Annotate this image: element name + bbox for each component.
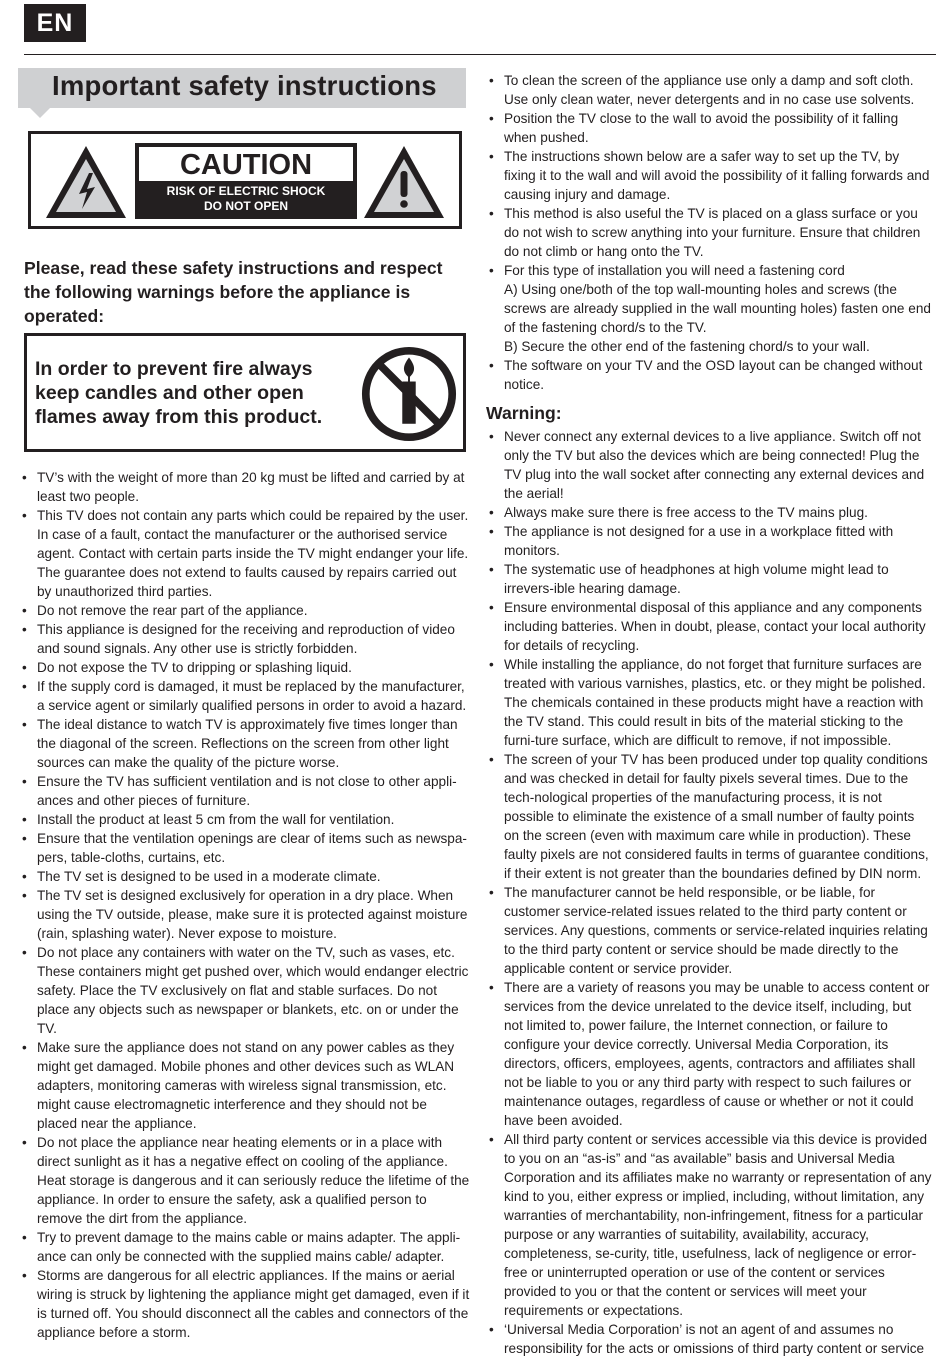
list-item: • The instructions shown below are a safer way to set up the TV, by fixing it to the wall and will avoid the possibility of it falling forwards and causing injury and damage. [485, 147, 932, 204]
fastening-intro: • For this type of installation you will need a fastening cord [504, 263, 845, 278]
banner-pointer [30, 108, 50, 118]
list-item: • If the supply cord is damaged, it must be replaced by the manufacturer, a service agent or similarly qualified persons in order to avoid a hazard. [18, 677, 470, 715]
lightning-warning-icon [43, 143, 129, 221]
fastening-step-b: B) Secure the other end of the fastening chord/s to your wall. [504, 339, 870, 354]
list-item: • The ideal distance to watch TV is approximately five times longer than the diagonal of the screen. Reflections on the screen from other light sources can make the quality of the picture worse. [18, 715, 470, 772]
caution-title: CAUTION [139, 147, 353, 181]
warning-item: • Ensure environmental disposal of this appliance and any components including batteries. When in doubt, please, contact your local authority for details of recycling. [485, 598, 932, 655]
safety-list-right [485, 71, 932, 261]
list-item: • To clean the screen of the appliance use only a damp and soft cloth. Use only clean water, never detergents and in no case use solvents. [485, 71, 932, 109]
caution-label-block [135, 143, 357, 219]
list-item: • The TV set is designed to be used in a moderate climate. [18, 867, 470, 886]
warning-item: • There are a variety of reasons you may be unable to access content or services from the device unrelated to the device itself, including, but not limited to, power failure, the Internet connection, or failure to configure your device correctly. Universal Media Corporation, its directors, officers, employees, agents, contractors and affiliates shall not be liable to you or any third party with respect to such failures or maintenance outages, regardless of cause or whether or not it could have been avoided. [485, 978, 932, 1130]
warning-list [485, 427, 932, 1358]
right-column [485, 71, 932, 1358]
list-item: • Do not place any containers with water on the TV, such as vases, etc. These containers might get pushed over, which would endanger electric safety. Place the TV exclusively on flat and stable surfaces. Do not place any objects such as newspaper or blankets, etc. on or under the TV. [18, 943, 470, 1038]
list-item: • Position the TV close to the wall to avoid the possibility of it falling when pushed. [485, 109, 932, 147]
list-item: • Do not remove the rear part of the appliance. [18, 601, 470, 620]
list-item: • Do not expose the TV to dripping or splashing liquid. [18, 658, 470, 677]
caution-subtitle [135, 184, 357, 214]
header-divider [24, 54, 936, 55]
warning-heading: Warning: [486, 403, 562, 423]
warning-item: • The screen of your TV has been produced under top quality conditions and was checked in detail for faulty pixels several times. Due to the tech-nological properties of the manufacturing process, it is not possible to eliminate the existence of a small number of faulty points on the screen (even with maximum care while in production). These faulty pixels are not considered faults in terms of guarantee conditions, if their extent is not greater than the boundaries defined by DIN norm. [485, 750, 932, 883]
warning-item: • The manufacturer cannot be held responsible, or be liable, for customer service-related issues related to the third party content or services. Any questions, comments or service-related inquiries relating to the third party content or service should be made directly to the applicable content or service provider. [485, 883, 932, 978]
section-banner [18, 68, 466, 108]
software-note: • The software on your TV and the OSD layout can be changed without notice. [485, 356, 932, 394]
list-item: • Do not place the appliance near heating elements or in a place with direct sunlight as it has a negative effect on cooling of the appliance. Heat storage is dangerous and it can seriously reduce the lifetime of the appliance. In order to ensure the safety, ask a qualified person to remove the dirt from the appliance. [18, 1133, 470, 1228]
warning-item: • Never connect any external devices to a live appliance. Switch off not only the TV but also the devices which are being connected! Plug the TV plug into the wall socket after connecting any external devices and the aerial! [485, 427, 932, 503]
intro-text: Please, read these safety instructions and respect the following warnings before the appliance is operated: [24, 258, 443, 326]
safety-list-left [18, 468, 470, 1342]
fastening-item [485, 261, 932, 356]
list-item: • Ensure that the ventilation openings are clear of items such as newspa-pers, table-cloths, curtains, etc. [18, 829, 470, 867]
list-item: • This method is also useful the TV is placed on a glass surface or you do not wish to screw anything into your furniture. Ensure that children do not climb or hang onto the TV. [485, 204, 932, 261]
list-item: • Storms are dangerous for all electric appliances. If the mains or aerial wiring is struck by lightening the appliance might get damaged, even if it is turned off. You should disconnect all the cables and connectors of the appliance before a storm. [18, 1266, 470, 1342]
warning-item: • Always make sure there is free access to the TV mains plug. [485, 503, 932, 522]
no-candle-icon [361, 346, 457, 442]
warning-item: • While installing the appliance, do not forget that furniture surfaces are treated with various varnishes, plastics, etc. or they might be polished. The chemicals contained in these products might have a reaction with the TV stand. This could result in bits of the material sticking to the furni-ture surface, which are difficult to remove, if not impossible. [485, 655, 932, 750]
list-item: • Install the product at least 5 cm from the wall for ventilation. [18, 810, 470, 829]
list-item: • The TV set is designed exclusively for operation in a dry place. When using the TV outside, please, make sure it is protected against moisture (rain, splashing water). Never expose to moisture. [18, 886, 470, 943]
exclamation-warning-icon [361, 143, 447, 221]
language-badge: EN [24, 4, 86, 42]
fire-warning-text: In order to prevent fire always keep candles and other open flames away from this product. [35, 358, 323, 428]
list-item: • Ensure the TV has sufficient ventilation and is not close to other appli-ances and other pieces of furniture. [18, 772, 470, 810]
caution-line-2: DO NOT OPEN [203, 199, 288, 213]
fastening-step-a: A) Using one/both of the top wall-mounting holes and screws (the screws are already supplied in the wall mounting holes) fasten one end of the fastening chord/s to the TV. [504, 282, 931, 335]
fire-warning-panel [24, 333, 466, 452]
warning-item: • The appliance is not designed for a use in a workplace fitted with monitors. [485, 522, 932, 560]
list-item: • TV’s with the weight of more than 20 kg must be lifted and carried by at least two people. [18, 468, 470, 506]
list-item: • Make sure the appliance does not stand on any power cables as they might get damaged. Mobile phones and other devices such as WLAN adapters, monitoring cameras with wireless signal transmission, etc. might cause electromagnetic interference and they should not be placed near the appliance. [18, 1038, 470, 1133]
warning-item: • ‘Universal Media Corporation’ is not an agent of and assumes no responsibility for the acts or omissions of third party content or service [485, 1320, 932, 1358]
left-column [18, 68, 470, 1340]
fastening-list [485, 261, 932, 394]
list-item: • Try to prevent damage to the mains cable or mains adapter. The appli-ance can only be connected with the supplied mains cable/ adapter. [18, 1228, 470, 1266]
caution-panel [28, 131, 462, 229]
warning-item: • All third party content or services accessible via this device is provided to you on an “as-is” and “as available” basis and Universal Media Corporation and its affiliates make no warranty or representation of any kind to you, either express or implied, including, without limitation, any warranties of merchantability, non-infringement, fitness for a particular purpose or any warranties of suitability, availability, accuracy, completeness, se-curity, title, usefulness, lack of negligence or error-free or uninterrupted operation or use of the content or services provided to you or that the content or services will meet your requirements or expectations. [485, 1130, 932, 1320]
section-title: Important safety instructions [52, 70, 437, 101]
warning-item: • The systematic use of headphones at high volume might lead to irrevers-ible hearing damage. [485, 560, 932, 598]
list-item: • This TV does not contain any parts which could be repaired by the user. In case of a fault, contact the manufacturer or the authorised service agent. Contact with certain parts inside the TV might endanger your life. The guarantee does not extend to faults caused by repairs carried out by unauthorized third parties. [18, 506, 470, 601]
list-item: • This appliance is designed for the receiving and reproduction of video and sound signals. Any other use is strictly forbidden. [18, 620, 470, 658]
caution-line-1: RISK OF ELECTRIC SHOCK [166, 184, 326, 198]
